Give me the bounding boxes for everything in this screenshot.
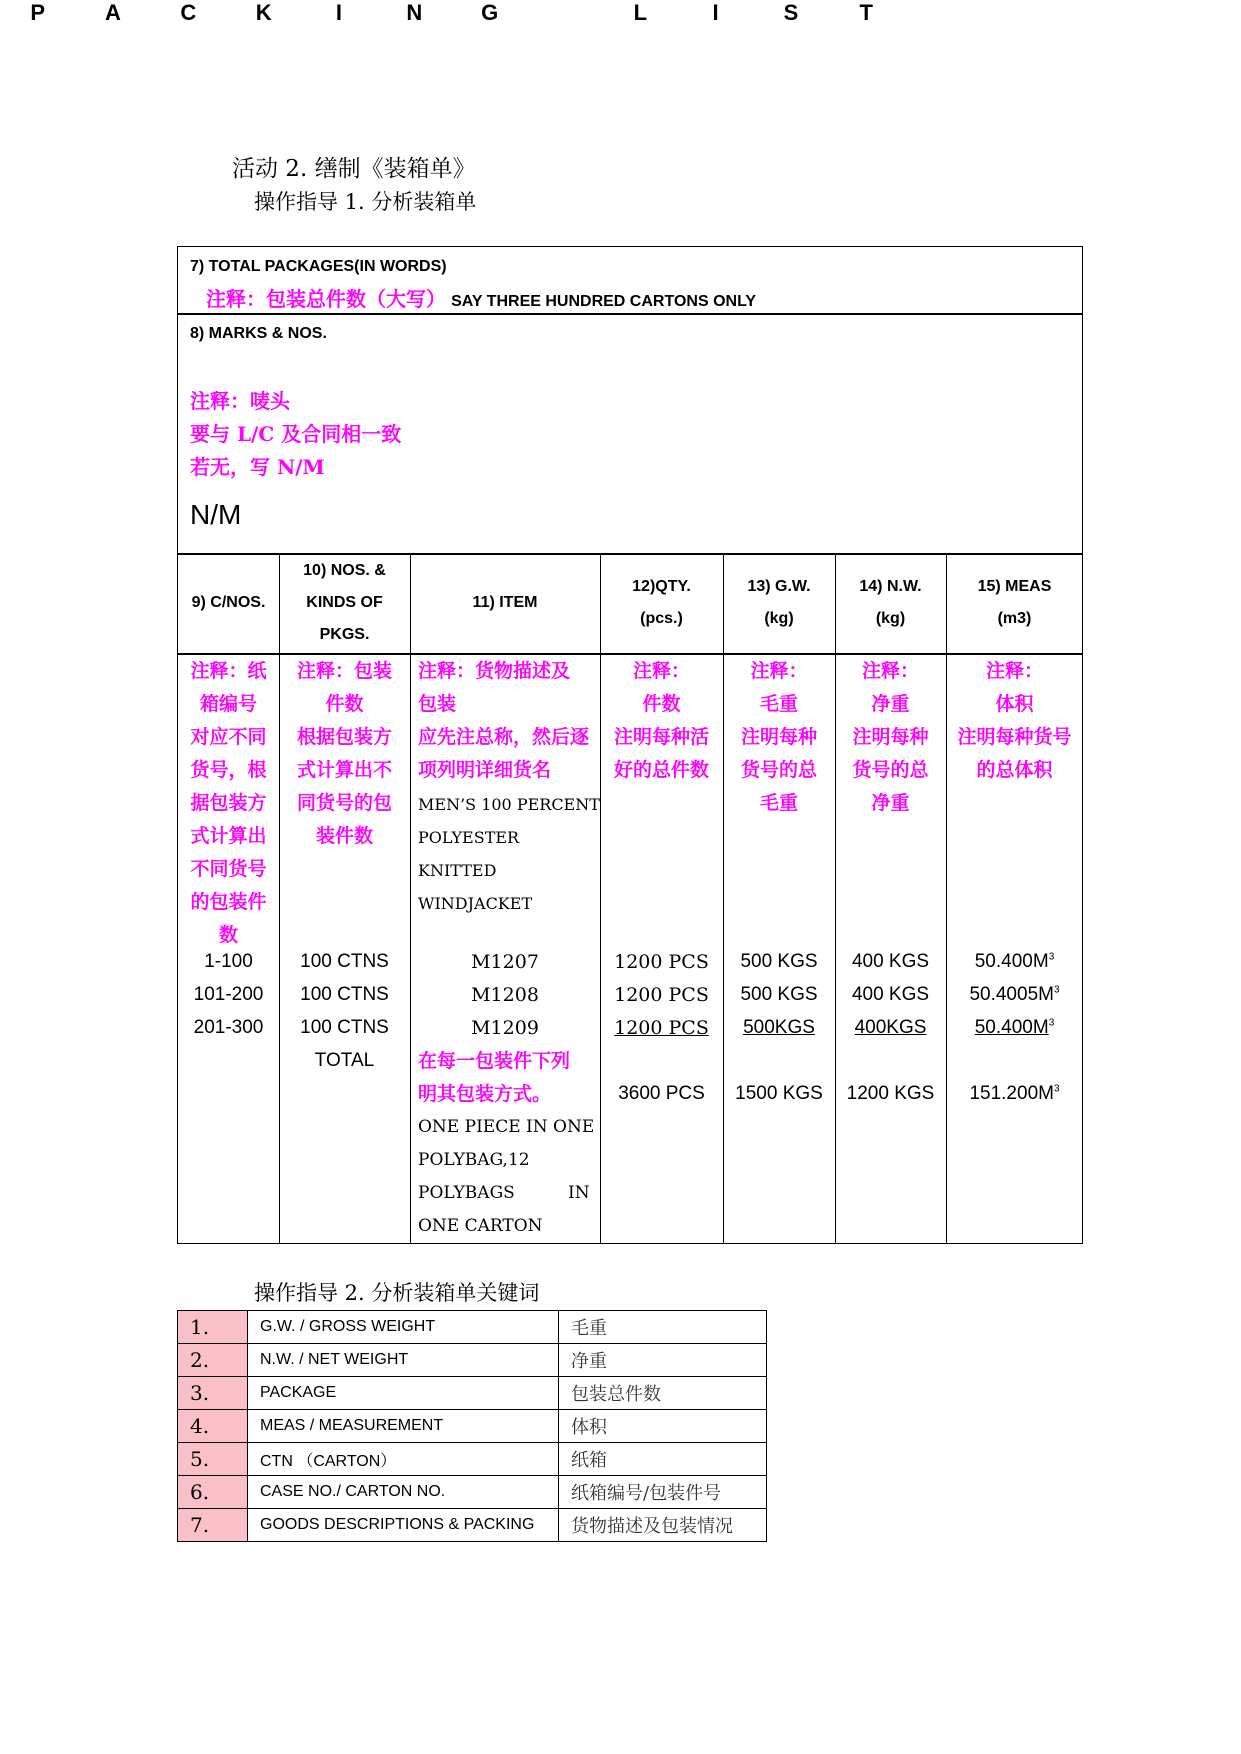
title-letter: P: [30, 0, 45, 25]
keyword-english: GOODS DESCRIPTIONS & PACKING: [248, 1509, 559, 1542]
row-qty: 1200 PCS: [614, 951, 709, 973]
col-header-text: 14) N.W. (kg): [859, 578, 922, 627]
title-letter: L: [633, 0, 648, 25]
total-label: TOTAL: [314, 1050, 375, 1071]
total-packages-label: 7) TOTAL PACKAGES(IN WORDS): [190, 258, 447, 275]
row-gw-value: 500KGS: [743, 1017, 815, 1038]
keyword-row: [178, 1311, 767, 1344]
packing-note-line: 明其包装方式。: [418, 1083, 552, 1105]
packing-desc-line: POLYBAG,12: [418, 1150, 530, 1170]
title-letter: K: [255, 0, 272, 25]
row-nw-value: 400KGS: [854, 1017, 927, 1038]
note-gw: 注释： 毛重 注明每种 货号的总 毛重: [740, 660, 817, 814]
row-nw: 400 KGS: [851, 951, 930, 972]
marks-value: N/M: [190, 499, 242, 530]
title-letter: I: [335, 0, 343, 25]
col-header-qty: [600, 553, 723, 653]
keyword-row: [178, 1410, 767, 1443]
row-qty: 1200 PCS: [614, 984, 709, 1006]
keyword-number: 2.: [178, 1344, 248, 1377]
keyword-chinese: 体积: [559, 1410, 767, 1443]
title-letter: N: [406, 0, 423, 25]
keyword-number: 6.: [178, 1476, 248, 1509]
keyword-row: [178, 1344, 767, 1377]
column-divider: [279, 554, 280, 1243]
row-item: M1209: [471, 1017, 539, 1039]
col-header-gw: [723, 553, 835, 653]
row-qty-value: 1200 PCS: [614, 1017, 709, 1039]
keyword-chinese: 包装总件数: [559, 1377, 767, 1410]
meas-value: 151.200M: [969, 1083, 1054, 1104]
keyword-english: G.W. / GROSS WEIGHT: [248, 1311, 559, 1344]
col-header-meas: [946, 553, 1083, 653]
marks-note-line: 要与 L/C 及合同相一致: [190, 422, 402, 446]
packing-desc-line: IN: [568, 1183, 590, 1203]
col-header-text: 12)QTY. (pcs.): [632, 578, 691, 627]
item-desc-line: POLYESTER: [418, 828, 520, 847]
guide2-heading: 操作指导 2. 分析装箱单关键词: [254, 1281, 540, 1305]
col-header-text: 10) NOS. & KINDS OF PKGS.: [303, 562, 386, 643]
keyword-chinese: 毛重: [559, 1311, 767, 1344]
column-divider: [946, 554, 947, 1243]
row-pkgs: 100 CTNS: [300, 1017, 389, 1038]
col-header-cnos: [178, 553, 279, 653]
row-nw: 400 KGS: [851, 984, 930, 1005]
row-item: M1208: [471, 984, 539, 1006]
row-gw: 500 KGS: [740, 984, 818, 1005]
total-meas: [946, 1083, 1083, 1105]
row-qty: [600, 1017, 723, 1039]
total-packages-line: [206, 283, 756, 312]
marks-note-line: 注释：唛头: [190, 389, 290, 413]
note-meas: 注释： 体积 注明每种货号 的总体积: [957, 660, 1072, 781]
row-meas: [946, 1017, 1083, 1039]
total-packages-note: 注释：包装总件数（大写）: [206, 287, 446, 311]
column-divider: [600, 554, 601, 1243]
note-cnos: 注释：纸 箱编号 对应不同 货号，根 据包装方 式计算出 不同货号 的包装件 数: [190, 660, 267, 946]
row-gw: 500 KGS: [740, 951, 818, 972]
row-cnos: 1-100: [204, 951, 253, 972]
row-meas: [946, 984, 1083, 1006]
col-header-pkgs: [279, 553, 410, 653]
guide1-heading: 操作指导 1. 分析装箱单: [254, 190, 477, 214]
divider: [178, 313, 1082, 315]
total-qty: 3600 PCS: [618, 1083, 705, 1104]
title-letter: C: [180, 0, 197, 25]
keyword-table: [177, 1310, 767, 1542]
note-pkgs: 注释：包装 件数 根据包装方 式计算出不 同货号的包 装件数: [296, 660, 392, 847]
packing-desc-line: ONE CARTON: [418, 1216, 543, 1236]
meas-value: 50.400M: [974, 951, 1049, 972]
title-letter: I: [712, 0, 719, 25]
item-desc-line: KNITTED: [418, 861, 497, 880]
keyword-english: PACKAGE: [248, 1377, 559, 1410]
packing-desc-line: POLYBAGS: [418, 1183, 515, 1203]
keyword-english: N.W. / NET WEIGHT: [248, 1344, 559, 1377]
column-divider: [835, 554, 836, 1243]
row-item: M1207: [471, 951, 539, 973]
keyword-number: 3.: [178, 1377, 248, 1410]
packing-list-title: [0, 0, 904, 30]
meas-unit-sup: 3: [1053, 984, 1060, 996]
col-header-text: 15) MEAS (m3): [977, 578, 1052, 627]
keyword-english: MEAS / MEASUREMENT: [248, 1410, 559, 1443]
row-pkgs: 100 CTNS: [300, 984, 389, 1005]
row-gw: [723, 1017, 835, 1039]
keyword-row: [178, 1377, 767, 1410]
keyword-english: CTN （CARTON）: [248, 1443, 559, 1476]
title-letter: T: [859, 0, 873, 25]
keyword-chinese: 货物描述及包装情况: [559, 1509, 767, 1542]
row-meas: [946, 951, 1083, 973]
total-gw: 1500 KGS: [735, 1083, 823, 1104]
title-letter: A: [105, 0, 121, 25]
row-pkgs: 100 CTNS: [300, 951, 389, 972]
meas-unit-sup: 3: [1048, 1017, 1055, 1029]
keyword-number: 1.: [178, 1311, 248, 1344]
keyword-chinese: 净重: [559, 1344, 767, 1377]
row-cnos: 101-200: [193, 984, 264, 1005]
item-desc-line: MEN’S 100 PERCENT: [418, 795, 600, 814]
col-header-text: 13) G.W. (kg): [747, 578, 811, 627]
keyword-chinese: 纸箱: [559, 1443, 767, 1476]
marks-label: 8) MARKS & NOS.: [190, 325, 327, 342]
title-letter: [527, 0, 602, 30]
note-item: 注释：货物描述及 包装 应先注总称，然后逐 项列明详细货名: [418, 660, 590, 781]
title-letter: S: [783, 0, 799, 25]
meas-unit-sup: 3: [1053, 1083, 1060, 1095]
activity-heading: 活动 2. 缮制《装箱单》: [232, 156, 476, 182]
keyword-row: [178, 1443, 767, 1476]
meas-unit-sup: 3: [1048, 951, 1055, 963]
col-header-text: 11) ITEM: [472, 594, 538, 611]
total-packages-value: SAY THREE HUNDRED CARTONS ONLY: [451, 293, 757, 310]
keyword-number: 5.: [178, 1443, 248, 1476]
column-divider: [723, 554, 724, 1243]
meas-value: 50.4005M: [969, 984, 1054, 1005]
col-header-text: 9) C/NOS.: [191, 594, 266, 611]
meas-value: 50.400M: [974, 1017, 1049, 1038]
col-header-nw: [835, 553, 946, 653]
keyword-english: CASE NO./ CARTON NO.: [248, 1476, 559, 1509]
keyword-number: 7.: [178, 1509, 248, 1542]
keyword-row: [178, 1509, 767, 1542]
row-nw: [835, 1017, 946, 1039]
title-letter: G: [481, 0, 499, 25]
row-cnos: 201-300: [193, 1017, 264, 1038]
keyword-row: [178, 1476, 767, 1509]
keyword-chinese: 纸箱编号/包装件号: [559, 1476, 767, 1509]
packing-note-line: 在每一包装件下列: [418, 1050, 571, 1072]
packing-list-table: [177, 246, 1083, 1244]
marks-note-line: 若无，写 N/M: [190, 455, 325, 479]
note-nw: 注释： 净重 注明每种 货号的总 净重: [852, 660, 929, 814]
keyword-number: 4.: [178, 1410, 248, 1443]
item-desc-line: WINDJACKET: [418, 894, 533, 913]
note-qty: 注释： 件数 注明每种活 好的总件数: [613, 660, 709, 781]
total-nw: 1200 KGS: [846, 1083, 935, 1104]
col-header-item: [410, 553, 600, 653]
column-divider: [410, 554, 411, 1243]
packing-desc-line: ONE PIECE IN ONE: [418, 1117, 595, 1137]
